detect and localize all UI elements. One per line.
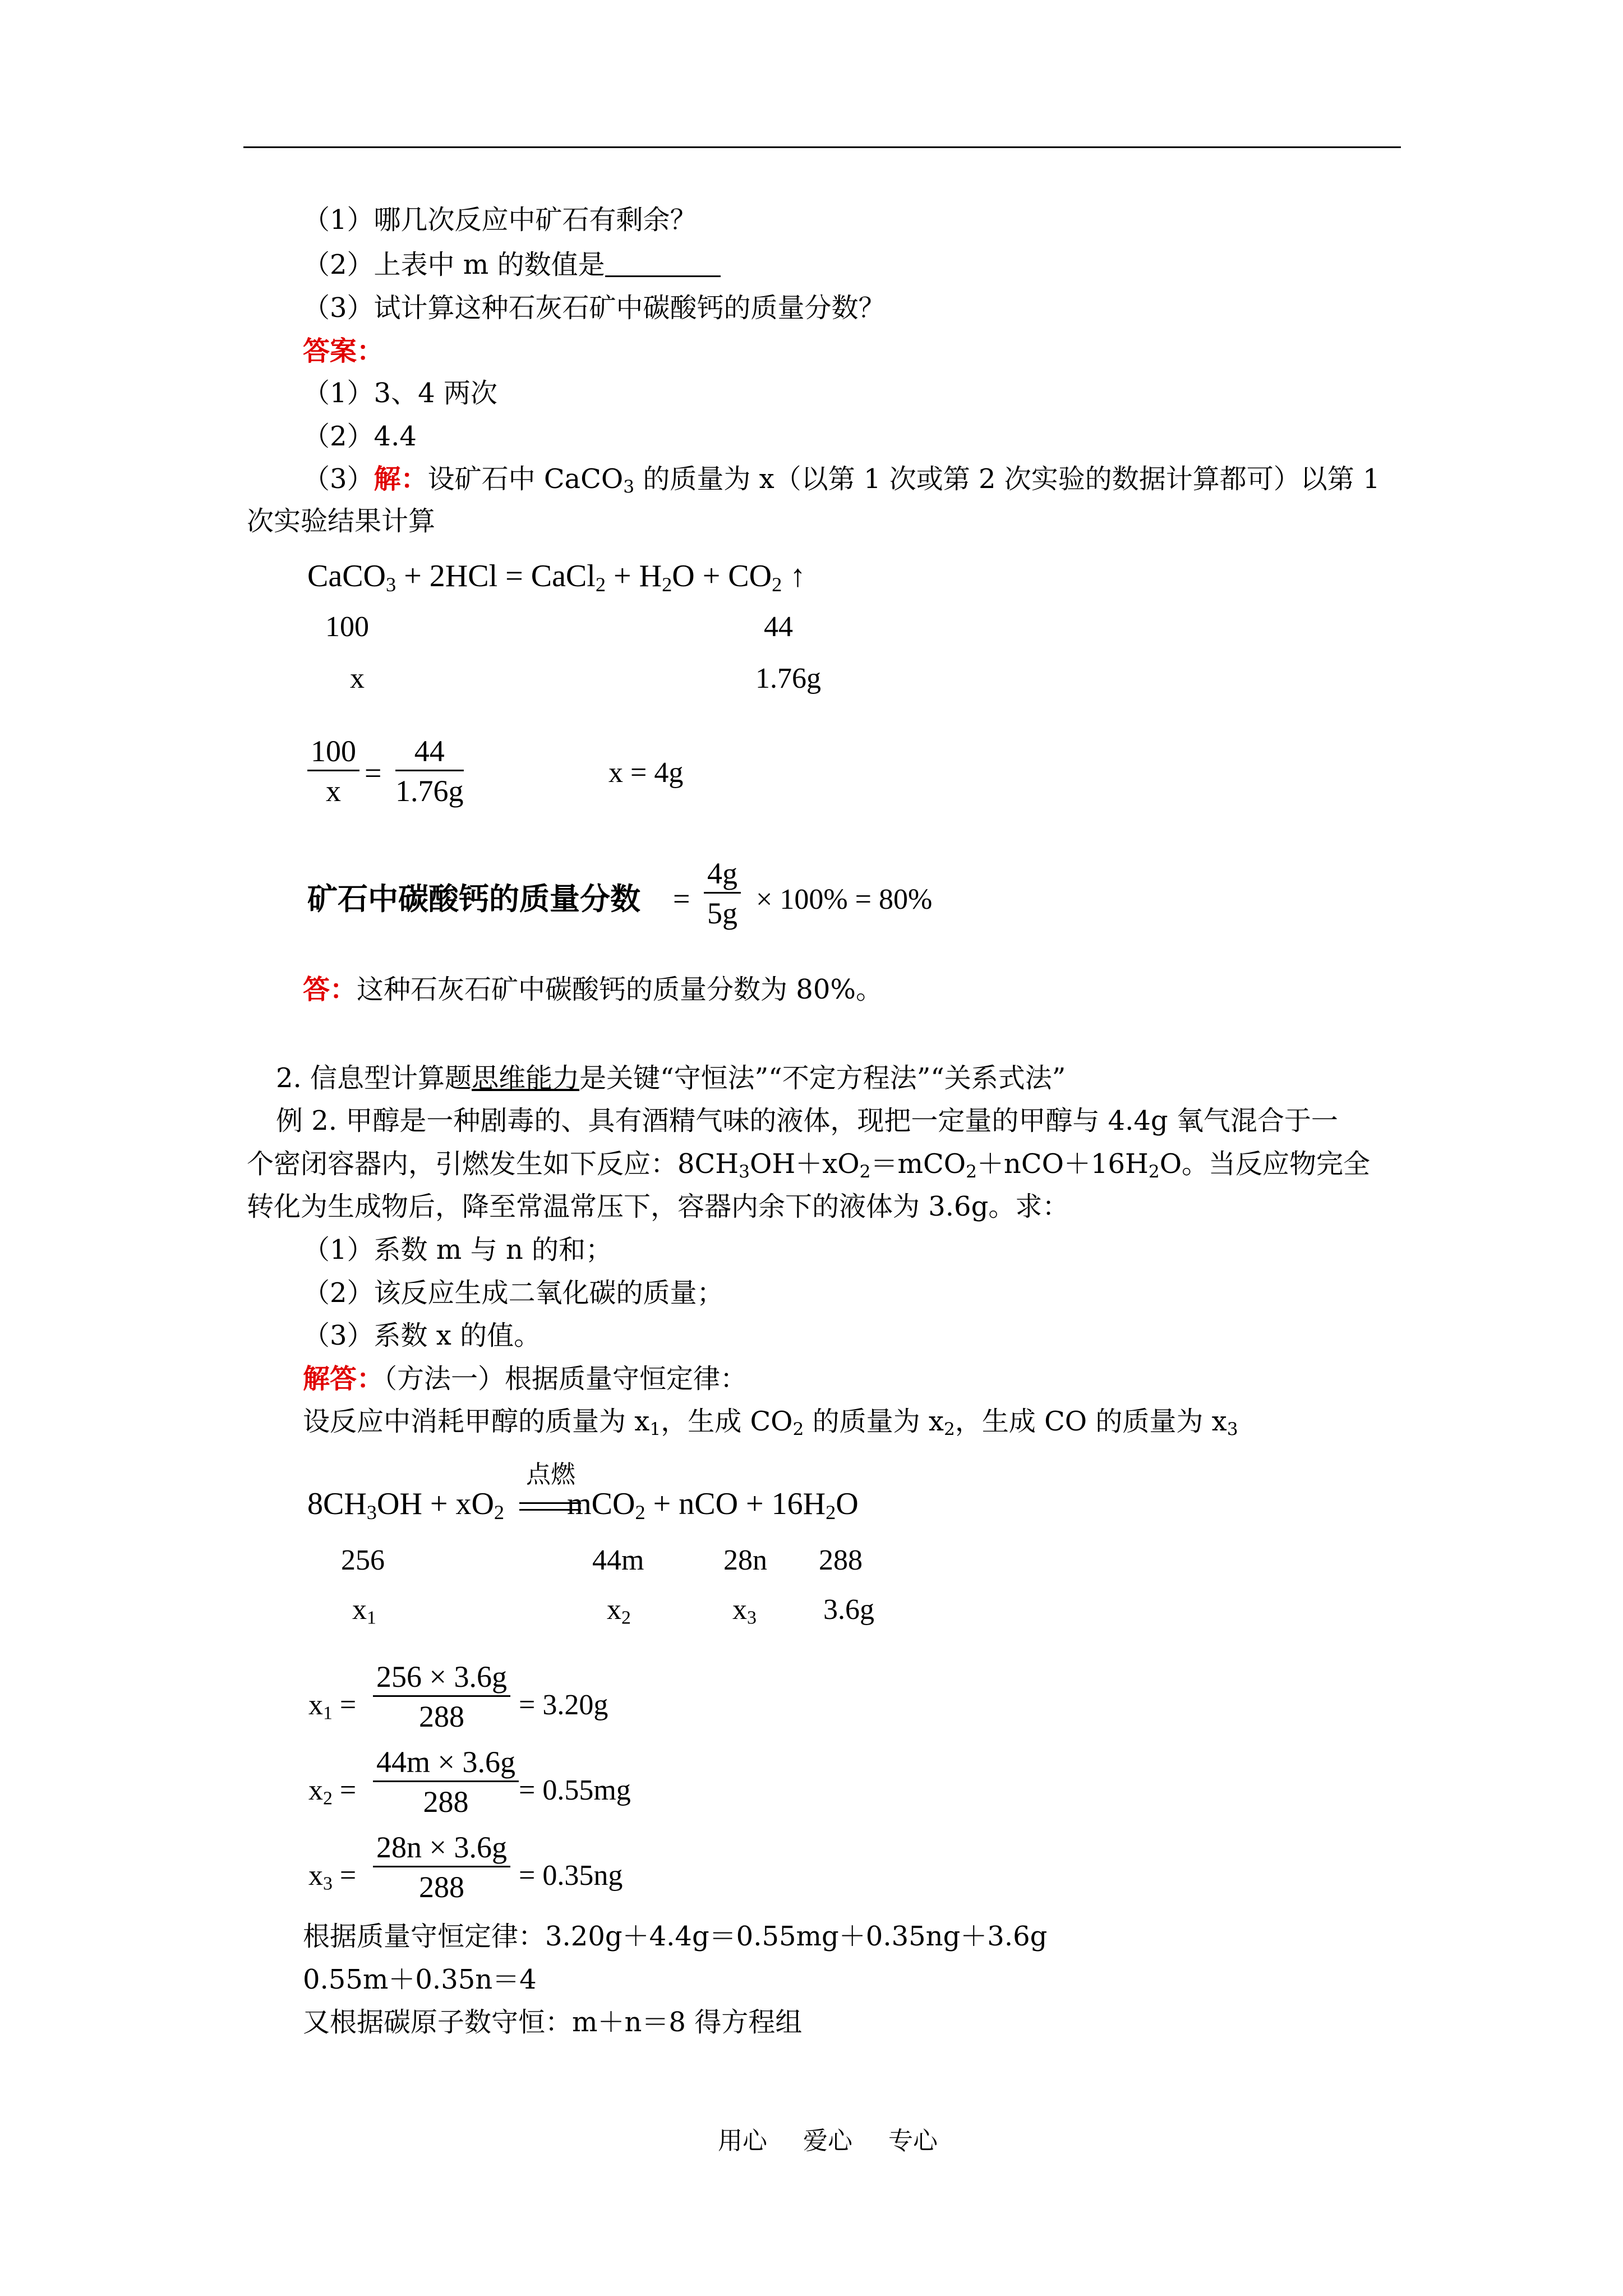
- x1-lhs: $x_1$ =: [308, 1689, 357, 1724]
- equation-caco3: CaCO$_3$ + 2HCl = CaCl$_2$ + $H_2O + CO_2$ ↑: [307, 559, 806, 596]
- question-3: （3）试计算这种石灰石矿中碳酸钙的质量分数？: [303, 292, 886, 324]
- mass-28n: 28n: [723, 1544, 767, 1576]
- ratio-equals: =: [365, 756, 382, 790]
- ratio-left: $\frac{100}{x}$: [307, 735, 359, 807]
- x3-result: = 0.35ng: [519, 1860, 623, 1892]
- example-2-line-3: 转化为生成物后，降至常温常压下，容器内余下的液体为 3.6g。求：: [247, 1191, 1069, 1222]
- mass-fraction-result: × 100% = 80%: [756, 884, 933, 915]
- mass-fraction-equals: =: [673, 882, 690, 915]
- equation-methanol: $8CH_3OH + xO_2$ mCO$_2$ + nCO + $16H_2O$: [307, 1487, 859, 1524]
- final-answer: 答：这种石灰石矿中碳酸钙的质量分数为 80%。: [303, 974, 883, 1005]
- mass-44m: 44m: [592, 1544, 644, 1576]
- example-2-q1: （1）系数 m 与 n 的和；: [303, 1234, 613, 1266]
- answer-label: 答案：: [303, 335, 384, 367]
- x2-result: = 0.55mg: [519, 1774, 631, 1806]
- molar-mass-caco3: 100: [325, 611, 369, 643]
- x1-fraction: $\frac{256 \times 3.6g}{288}$: [373, 1660, 510, 1733]
- var-x1: $x_1$: [352, 1594, 376, 1628]
- example-2-line-2: 个密闭容器内，引燃发生如下反应：$8CH_3OH+xO_2=mCO_2+nCO+16H_2O$。当反应物完全: [247, 1148, 1371, 1182]
- ratio-right: $\frac{44}{1.76g}$: [395, 734, 464, 808]
- mass-fraction-label: 矿石中碳酸钙的质量分数: [307, 881, 640, 917]
- x1-result: = 3.20g: [519, 1689, 608, 1721]
- ratio-result: x = 4g: [608, 757, 684, 789]
- reaction-equals-sign: [519, 1502, 581, 1511]
- molar-mass-co2: 44: [764, 611, 793, 643]
- x3-fraction: $\frac{28n \times 3.6g}{288}$: [373, 1831, 510, 1903]
- question-2: （2）上表中 m 的数值是: [303, 247, 721, 283]
- example-2-line-1: 例 2. 甲醇是一种剧毒的、具有酒精气味的液体，现把一定量的甲醇与 4.4g 氧气混合于一: [276, 1105, 1338, 1137]
- solution-set: 设反应中消耗甲醇的质量为 $x_1$，生成 $CO_2$ 的质量为 $x_2$，生成 CO 的质量为 $x_3$: [303, 1406, 1238, 1439]
- conservation-1: 根据质量守恒定律：3.20g＋4.4g＝0.55mg＋0.35ng＋3.6g: [303, 1921, 1048, 1952]
- conservation-3: 又根据碳原子数守恒：m＋n＝8 得方程组: [303, 2007, 803, 2038]
- answer-1: （1）3、4 两次: [303, 378, 497, 409]
- question-1: （1）哪几次反应中矿石有剩余？: [303, 204, 697, 236]
- solution-intro: 解答：（方法一）根据质量守恒定律：: [303, 1363, 748, 1395]
- footer-item-2: 爱心: [803, 2127, 852, 2155]
- mass-fraction-frac: $\frac{4g}{5g}$: [704, 857, 741, 930]
- answer-blank: [605, 253, 721, 277]
- answer-3-line-1: （3）解：设矿石中 CaCO$_3$ 的质量为 x（以第 1 次或第 2 次实验的数据计算都可）以第 1: [303, 463, 1380, 497]
- conservation-2: 0.55m＋0.35n＝4: [303, 1964, 537, 1995]
- mass-co2: 1.76g: [755, 662, 821, 694]
- footer-item-1: 用心: [718, 2127, 767, 2155]
- footer-item-3: 专心: [888, 2127, 938, 2155]
- example-2-q2: （2）该反应生成二氧化碳的质量；: [303, 1277, 724, 1309]
- x2-fraction: $\frac{44m \times 3.6g}{288}$: [373, 1746, 519, 1818]
- condition-ignite: 点燃: [526, 1460, 575, 1489]
- example-2-q3: （3）系数 x 的值。: [303, 1320, 541, 1351]
- x3-lhs: $x_3$ =: [308, 1860, 357, 1894]
- var-x3: $x_3$: [732, 1594, 757, 1628]
- answer-3-line-2: 次实验结果计算: [247, 505, 436, 537]
- section-2-title: 2. 信息型计算题思维能力是关键“守恒法”“不定方程法”“关系式法”: [276, 1062, 1066, 1094]
- footer: [718, 2120, 966, 2156]
- mass-water: 3.6g: [823, 1594, 874, 1626]
- mass-256: 256: [341, 1544, 385, 1576]
- var-x2: $x_2$: [607, 1594, 631, 1628]
- unknown-x: x: [350, 662, 365, 694]
- header-rule: [243, 146, 1401, 148]
- answer-2: （2）4.4: [303, 421, 417, 452]
- x2-lhs: $x_2$ =: [308, 1774, 357, 1809]
- mass-288: 288: [819, 1544, 863, 1576]
